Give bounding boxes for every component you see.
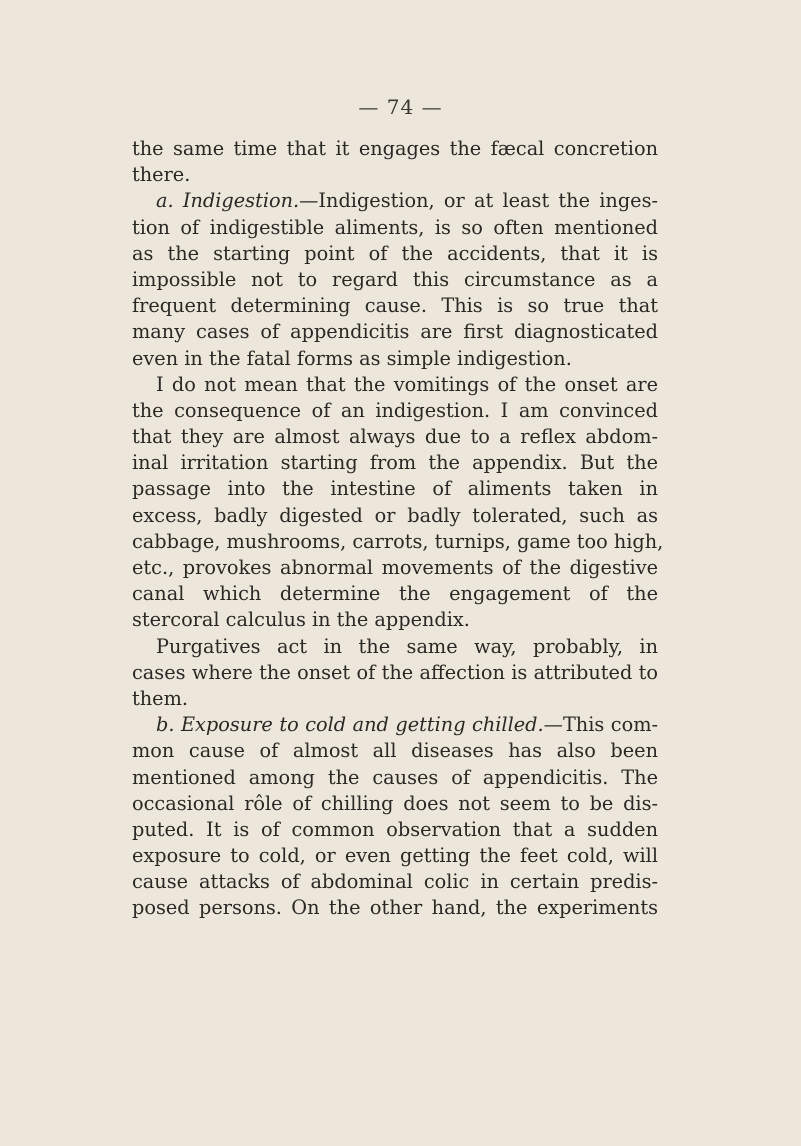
text-line: mon cause of almost all diseases has also been: [132, 739, 658, 763]
text-line: posed persons. On the other hand, the experiments: [132, 896, 658, 920]
text-line: exposure to cold, or even getting the feet cold, will: [132, 844, 658, 868]
section-label: a.: [156, 189, 183, 213]
text-line: mentioned among the causes of appendicitis. The: [132, 765, 658, 789]
text-line: frequent determining cause. This is so true that: [132, 294, 658, 318]
text-line: many cases of appendicitis are first diagnosticated: [132, 320, 658, 344]
text-line: impossible not to regard this circumstance as a: [132, 267, 658, 291]
text-line: [132, 712, 658, 738]
text-line: tion of indigestible aliments, is so often mentioned: [132, 215, 658, 239]
text-line: puted. It is of common observation that a sudden: [132, 817, 658, 841]
text-line: passage into the intestine of aliments taken in: [132, 477, 658, 501]
text-line: there.: [132, 163, 191, 187]
text-line: cases where the onset of the affection is attributed to: [132, 660, 658, 684]
body-text: [132, 136, 664, 922]
text-line: canal which determine the engagement of the: [132, 582, 658, 606]
text-line: as the starting point of the accidents, that it is: [132, 241, 658, 265]
text-line: etc., provokes abnormal movements of the digestive: [132, 556, 658, 579]
section-text: —Indigestion, or at least the inges-: [299, 189, 658, 213]
section-text: —This com-: [543, 713, 658, 737]
text-line: even in the fatal forms as simple indigestion.: [132, 346, 572, 370]
text-line: excess, badly digested or badly tolerated, such as: [132, 503, 658, 527]
text-line: occasional rôle of chilling does not seem to be dis-: [132, 791, 658, 815]
text-line: the same time that it engages the fæcal concretion: [132, 137, 658, 160]
text-line: cabbage, mushrooms, carrots, turnips, game too high,: [132, 529, 664, 553]
text-line: inal irritation starting from the appendix. But the: [132, 451, 658, 475]
text-line: cause attacks of abdominal colic in certain predis-: [132, 870, 658, 894]
text-line: the consequence of an indigestion. I am convinced: [132, 398, 658, 422]
text-line: I do not mean that the vomitings of the onset are: [156, 372, 658, 396]
text-line: them.: [132, 686, 188, 710]
section-heading: Exposure to cold and getting chilled.: [180, 713, 544, 737]
text-line: [132, 188, 658, 214]
text-line: that they are almost always due to a reflex abdom-: [132, 425, 658, 449]
page-number: — 74 —: [358, 95, 443, 119]
text-line: Purgatives act in the same way, probably, in: [156, 634, 658, 658]
text-line: stercoral calculus in the appendix.: [132, 608, 470, 632]
section-label: b.: [156, 713, 181, 737]
section-heading: Indigestion.: [182, 189, 300, 213]
